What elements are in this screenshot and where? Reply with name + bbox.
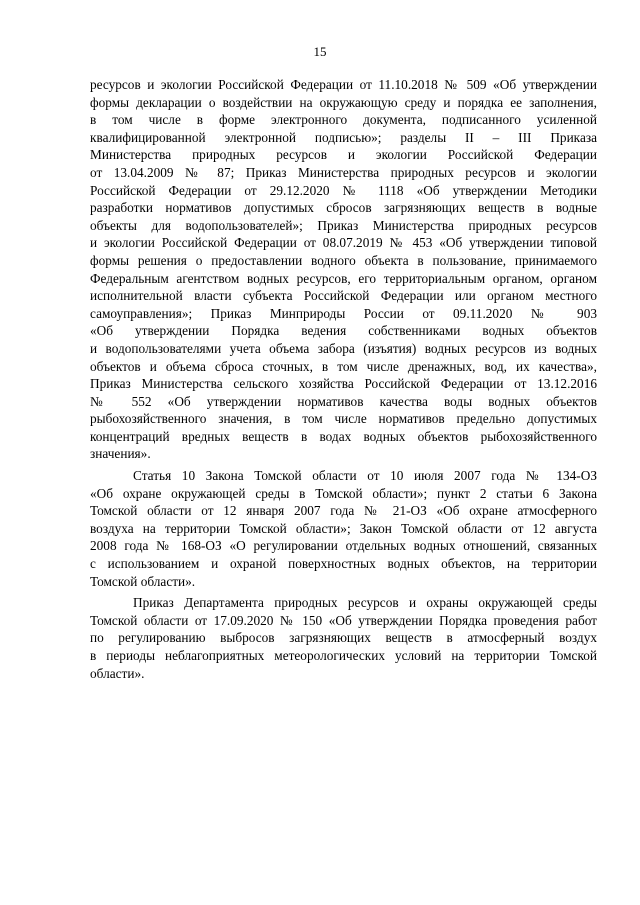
page-number: 15 — [313, 44, 327, 59]
text-line: и водопользователями учета объема забора (изъятия) водных ресурсов из водных — [90, 340, 597, 356]
text-line: Министерства природных ресурсов и экологии Российской Федерации — [90, 147, 597, 163]
text-line: концентраций вредных веществ в водах водных объектов рыбохозяйственного — [90, 428, 597, 444]
text-line: Приказ Департамента природных ресурсов и охраны окружающей среды — [133, 595, 597, 611]
text-line: Статья 10 Закона Томской области от 10 июля 2007 года № 134-ОЗ — [133, 468, 597, 484]
text-line: Томской области». — [90, 573, 196, 589]
text-line: с использованием и охраной поверхностных водных объектов, на территории — [90, 556, 597, 572]
text-line: рыбохозяйственного значения, в том числе нормативов предельно допустимых — [90, 411, 597, 427]
text-line: № 552 «Об утверждении нормативов качества воды водных объектов — [90, 393, 597, 409]
text-line: 2008 года № 168-ОЗ «О регулировании отдельных водных отношений, связанных — [90, 538, 597, 554]
text-line: «Об охране окружающей среды в Томской области»; пункт 2 статьи 6 Закона — [90, 485, 597, 501]
text-line: области». — [90, 665, 145, 681]
text-line: по регулированию выбросов загрязняющих веществ в атмосферный воздух — [90, 630, 597, 646]
text-line: объектов и объема сброса сточных, в том числе дренажных, вод, их качества», — [90, 358, 597, 374]
text-line: Томской области от 12 января 2007 года № 21-ОЗ «Об охране атмосферного — [90, 503, 597, 519]
text-line: в периоды неблагоприятных метеорологических условий на территории Томской — [90, 648, 597, 663]
text-line: в том числе в форме электронного документа, подписанного усиленной — [90, 112, 597, 128]
paragraph — [90, 76, 597, 463]
paragraph — [90, 467, 597, 590]
text-line: квалифицированной электронной подписью»; разделы II – III Приказа — [90, 129, 597, 145]
text-line: «Об утверждении Порядка ведения собственниками водных объектов — [90, 323, 597, 339]
text-line: ресурсов и экологии Российской Федерации от 11.10.2018 № 509 «Об утверждении — [90, 77, 597, 92]
paragraph — [90, 594, 597, 682]
text-line: формы решения о предоставлении водного объекта в пользование, принимаемого — [90, 252, 597, 268]
text-line: Приказ Министерства сельского хозяйства Российской Федерации от 13.12.2016 — [90, 376, 597, 392]
text-line: исполнительной власти субъекта Российской Федерации или органом местного — [90, 288, 597, 304]
text-line: воздуха на территории Томской области»; Закон Томской области от 12 августа — [90, 520, 597, 536]
document-body — [90, 76, 597, 682]
text-line: объекты для водопользователей»; Приказ Министерства природных ресурсов — [90, 217, 597, 233]
text-line: разработки нормативов допустимых сбросов загрязняющих веществ в водные — [90, 200, 597, 216]
text-line: и экологии Российской Федерации от 08.07.2019 № 453 «Об утверждении типовой — [90, 235, 597, 251]
text-line: Российской Федерации от 29.12.2020 № 1118 «Об утверждении Методики — [90, 182, 597, 198]
text-line: самоуправления»; Приказ Минприроды России от 09.11.2020 № 903 — [90, 305, 597, 321]
text-line: Томской области от 17.09.2020 № 150 «Об утверждении Порядка проведения работ — [90, 612, 597, 628]
text-line: Федеральным агентством водных ресурсов, его территориальным органом, органом — [90, 270, 597, 286]
text-line: значения». — [90, 446, 151, 462]
text-line: формы декларации о воздействии на окружающую среду и порядка ее заполнения, — [90, 94, 597, 110]
text-line: от 13.04.2009 № 87; Приказ Министерства природных ресурсов и экологии — [90, 164, 597, 180]
